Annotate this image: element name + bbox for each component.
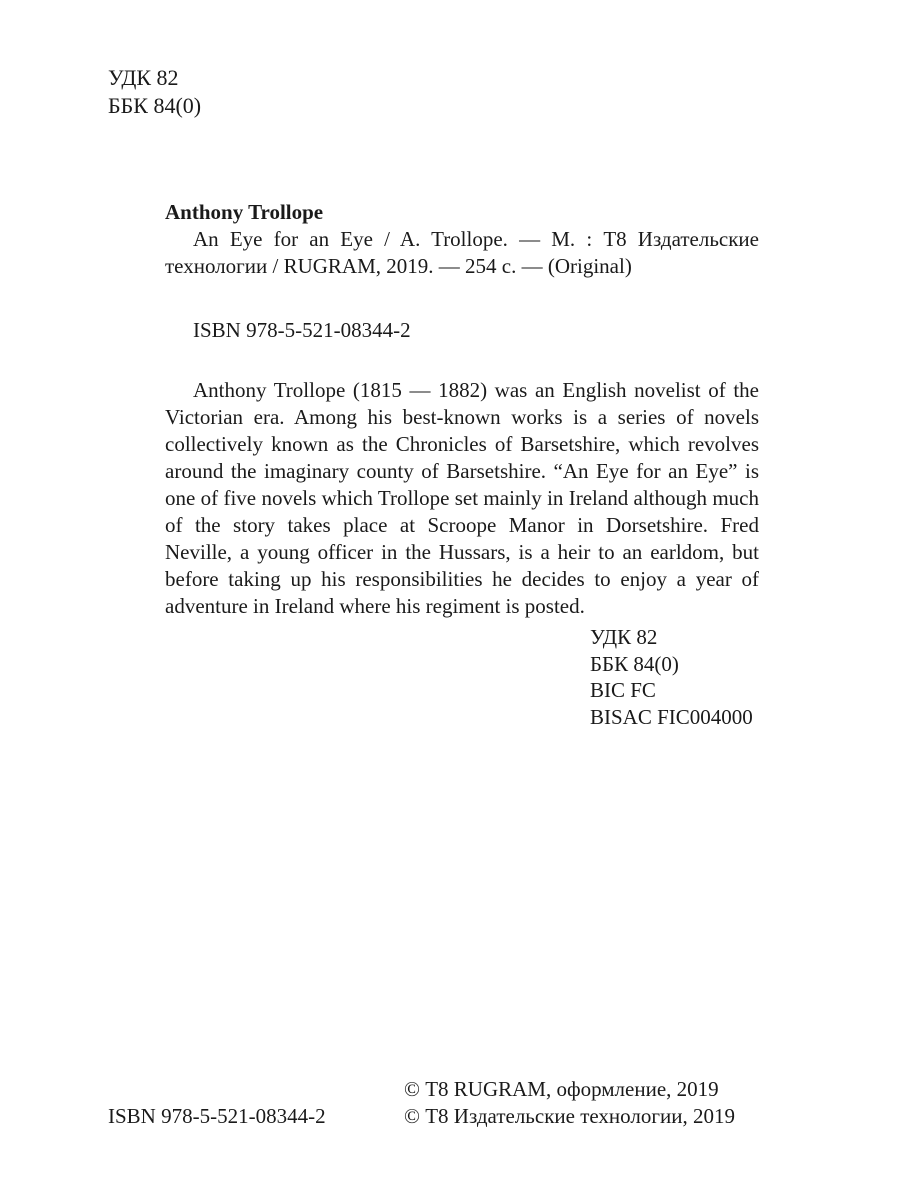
copyright-technologies: © Т8 Издательские технологии, 2019 (404, 1104, 735, 1128)
udk-code: УДК 82 (108, 65, 179, 90)
copyright-notices (404, 1076, 735, 1130)
bisac-classification: BISAC FIC004000 (590, 704, 753, 729)
catalog-entry (165, 198, 759, 620)
copyright-design: © Т8 RUGRAM, оформление, 2019 (404, 1077, 719, 1101)
header-codes (108, 64, 201, 120)
author-name: Anthony Trollope (165, 200, 324, 224)
book-annotation: Anthony Trollope (1815 — 1882) was an English novelist of the Victorian era. Among his best-known works is a series of novels collectively known as the Chronicles of Barsetshire, which revolves around the imaginary county of Barsetshire. “An Eye for an Eye” is one of five novels which Trollope set mainly in Ireland although much of the story takes place at Scroope Manor in Dorsetshire. Fred Neville, a young officer in the Hussars, is a heir to an earldom, but before taking up his responsibilities he decides to enjoy a year of adventure in Ireland where his regiment is posted. (165, 378, 759, 618)
catalog-isbn: ISBN 978-5-521-08344-2 (193, 318, 411, 342)
bibliographic-citation: An Eye for an Eye / A. Trollope. — М. : Т8 Издательские технологии / RUGRAM, 2019. — 254 с. — (Original) (165, 227, 759, 278)
bic-classification: BIC FC (590, 678, 656, 702)
footer-isbn: ISBN 978-5-521-08344-2 (108, 1104, 326, 1128)
classification-codes (590, 624, 753, 730)
bbk-classification: ББК 84(0) (590, 651, 679, 676)
udk-classification: УДК 82 (590, 625, 658, 649)
bbk-code: ББК 84(0) (108, 93, 202, 118)
